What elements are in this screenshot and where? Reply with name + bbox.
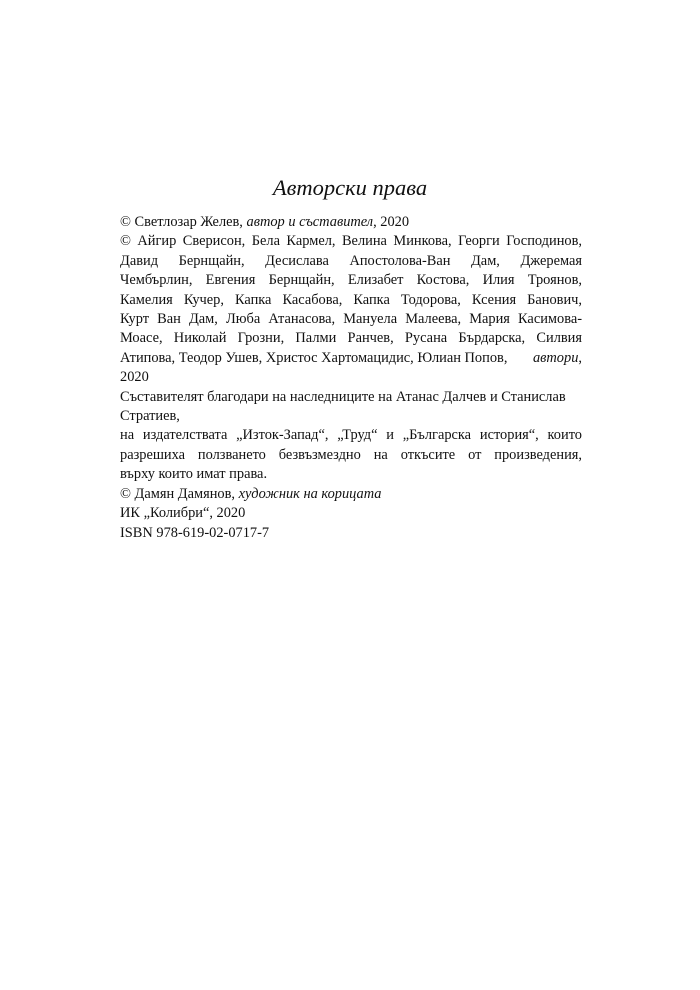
authors-line-7-suffix: , [578,349,582,366]
page-title: Авторски права [272,175,428,200]
cover-artist-role: художник на корицата [238,485,382,502]
compiler-credit-suffix: , 2020 [373,214,410,230]
copyright-body [120,213,582,543]
authors-line-2: Давид Бернщайн, Десислава Апостолова-Ван Дам, Джеремая [120,252,582,269]
cover-artist-credit [120,485,582,504]
thanks-line-3: на издателствата „Изток-Запад“, „Труд“ и „Българска история“, които [120,427,582,444]
authors-line-7 [120,349,582,368]
compiler-role: автор и съставител [246,214,374,230]
authors-line-7-text: Атипова, Теодор Ушев, Христос Хартомацидис, Юлиан Попов, [120,349,508,366]
thanks-line-2: Стратиев, [120,408,180,425]
thanks-line-4: разрешиха ползването безвъзмездно на откъсите от произведения, [120,446,582,463]
authors-year: 2020 [120,369,149,386]
thanks-line-1: Съставителят благодари на наследниците на Атанас Далчев и Станислав [120,388,566,405]
compiler-credit-prefix: © Светлозар Желев, [120,214,247,230]
authors-line-3: Чембърлин, Евгения Бернщайн, Елизабет Костова, Илия Троянов, [120,272,582,289]
compiler-credit [120,213,582,232]
publisher-line: ИК „Колибри“, 2020 [120,505,246,522]
authors-role: автори [532,349,579,366]
authors-line-6: Моасе, Николай Грозни, Палми Ранчев, Русана Бърдарска, Силвия [120,330,582,347]
authors-line-4: Камелия Кучер, Капка Касабова, Капка Тодорова, Ксения Банович, [120,291,582,308]
cover-artist-prefix: © Дамян Дамянов, [120,485,239,502]
authors-line-5: Курт Ван Дам, Люба Атанасова, Мануела Малеева, Мария Касимова- [120,311,582,328]
authors-line-7-role-wrap [533,349,582,368]
authors-line-1: © Айгир Сверисон, Бела Кармел, Велина Минкова, Георги Господинов, [120,233,582,250]
isbn-line: ISBN 978-619-02-0717-7 [120,524,270,541]
thanks-line-5: върху които имат права. [120,466,268,483]
